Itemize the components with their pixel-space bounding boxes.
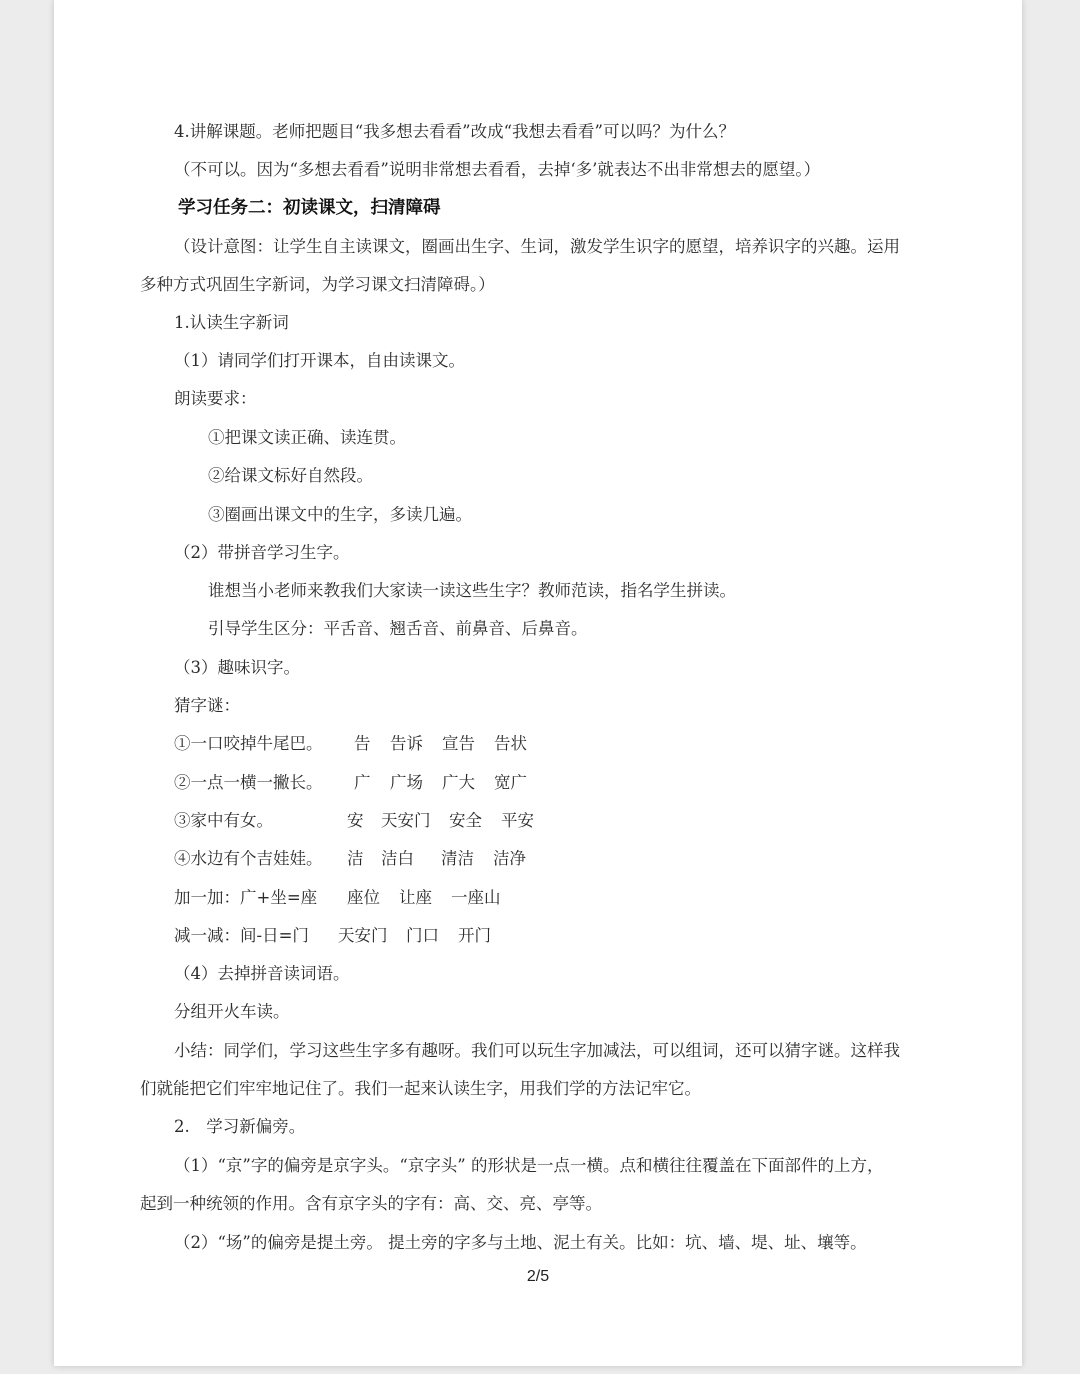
riddle-clue: ③家中有女。	[174, 811, 273, 830]
radical-2: （2）“场”的偏旁是提土旁。 提土旁的字多与土地、泥土有关。比如：坑、墙、堤、址、壤等。	[174, 1233, 867, 1252]
step-1-2-detail-1: 谁想当小老师来教我们大家读一读这些生字？教师范读，指名学生拼读。	[208, 581, 736, 600]
radical-1-line-2: 起到一种统领的作用。含有京字头的字有：高、交、亮、亭等。	[140, 1194, 602, 1213]
step-1-2: （2）带拼音学习生字。	[174, 543, 350, 562]
riddle-word: 平安	[501, 811, 534, 830]
step-1-2-detail-2: 引导学生区分：平舌音、翘舌音、前鼻音、后鼻音。	[208, 619, 588, 638]
add-sub-row	[174, 887, 501, 909]
lesson-step-4: 4.讲解课题。老师把题目“我多想去看看”改成“我想去看看”可以吗？为什么？	[174, 122, 735, 141]
riddle-char: 告	[354, 734, 371, 753]
riddle-char: 广	[354, 773, 371, 792]
riddle-char: 洁	[347, 849, 364, 868]
riddle-word: 广场	[390, 773, 423, 792]
design-intent-line-2: 多种方式巩固生字新词，为学习课文扫清障碍。）	[140, 275, 495, 294]
radical-1-line-1: （1）“京”字的偏旁是京字头。“京字头” 的形状是一点一横。点和横往往覆盖在下面部件的上方，	[174, 1156, 884, 1175]
riddle-clue: ①一口咬掉牛尾巴。	[174, 734, 323, 753]
add-sub-formula: 加一加：广+坐=座	[174, 888, 318, 907]
summary-line-2: 们就能把它们牢牢地记住了。我们一起来认读生字，用我们学的方法记牢它。	[140, 1079, 701, 1098]
riddle-label: 猜字谜：	[174, 696, 240, 715]
section-heading-task-2: 学习任务二：初读课文，扫清障碍	[178, 198, 441, 218]
riddle-row	[174, 810, 534, 832]
lesson-step-4-answer: （不可以。因为“多想去看看”说明非常想去看看，去掉‘多’就表达不出非常想去的愿望。）	[174, 160, 821, 179]
riddle-char: 安	[347, 811, 364, 830]
add-sub-word: 开门	[458, 926, 491, 945]
riddle-word: 宽广	[494, 773, 527, 792]
subsection-1: 1.认读生字新词	[174, 313, 289, 332]
add-sub-word: 门口	[406, 926, 439, 945]
add-sub-word: 天安门	[338, 926, 388, 945]
add-sub-word: 让座	[399, 888, 432, 907]
riddle-word: 宣告	[442, 734, 475, 753]
riddle-word: 清洁	[441, 849, 474, 868]
riddle-clue: ④水边有个吉娃娃。	[174, 849, 323, 868]
add-sub-word: 一座山	[451, 888, 501, 907]
riddle-word: 洁净	[493, 849, 526, 868]
step-1-1: （1）请同学们打开课本，自由读课文。	[174, 351, 465, 370]
riddle-row	[174, 848, 526, 870]
riddle-word: 洁白	[381, 849, 414, 868]
add-sub-formula: 减一减：间-日=门	[174, 926, 309, 945]
riddle-row	[174, 772, 527, 794]
document-page	[54, 0, 1022, 1366]
step-1-4: （4）去掉拼音读词语。	[174, 964, 350, 983]
add-sub-word: 座位	[347, 888, 380, 907]
subsection-2: 2. 学习新偏旁。	[174, 1117, 306, 1136]
riddle-word: 安全	[449, 811, 482, 830]
riddle-word: 告诉	[390, 734, 423, 753]
page-number: 2/5	[526, 1268, 550, 1285]
riddle-clue: ②一点一横一撇长。	[174, 773, 323, 792]
riddle-word: 天安门	[381, 811, 431, 830]
riddle-word: 告状	[494, 734, 527, 753]
summary-line-1: 小结：同学们，学习这些生字多有趣呀。我们可以玩生字加减法，可以组词，还可以猜字谜。这样我	[174, 1041, 900, 1060]
add-sub-row	[174, 925, 491, 947]
riddle-word: 广大	[442, 773, 475, 792]
step-1-3: （3）趣味识字。	[174, 658, 300, 677]
group-reading: 分组开火车读。	[174, 1002, 290, 1021]
requirement-1: ①把课文读正确、读连贯。	[208, 428, 406, 447]
requirement-3: ③圈画出课文中的生字，多读几遍。	[208, 505, 472, 524]
riddle-row	[174, 733, 527, 755]
requirement-2: ②给课文标好自然段。	[208, 466, 373, 485]
reading-requirements-label: 朗读要求：	[174, 389, 257, 408]
design-intent-line-1: （设计意图：让学生自主读课文，圈画出生字、生词，激发学生识字的愿望，培养识字的兴趣。运用	[174, 237, 900, 256]
